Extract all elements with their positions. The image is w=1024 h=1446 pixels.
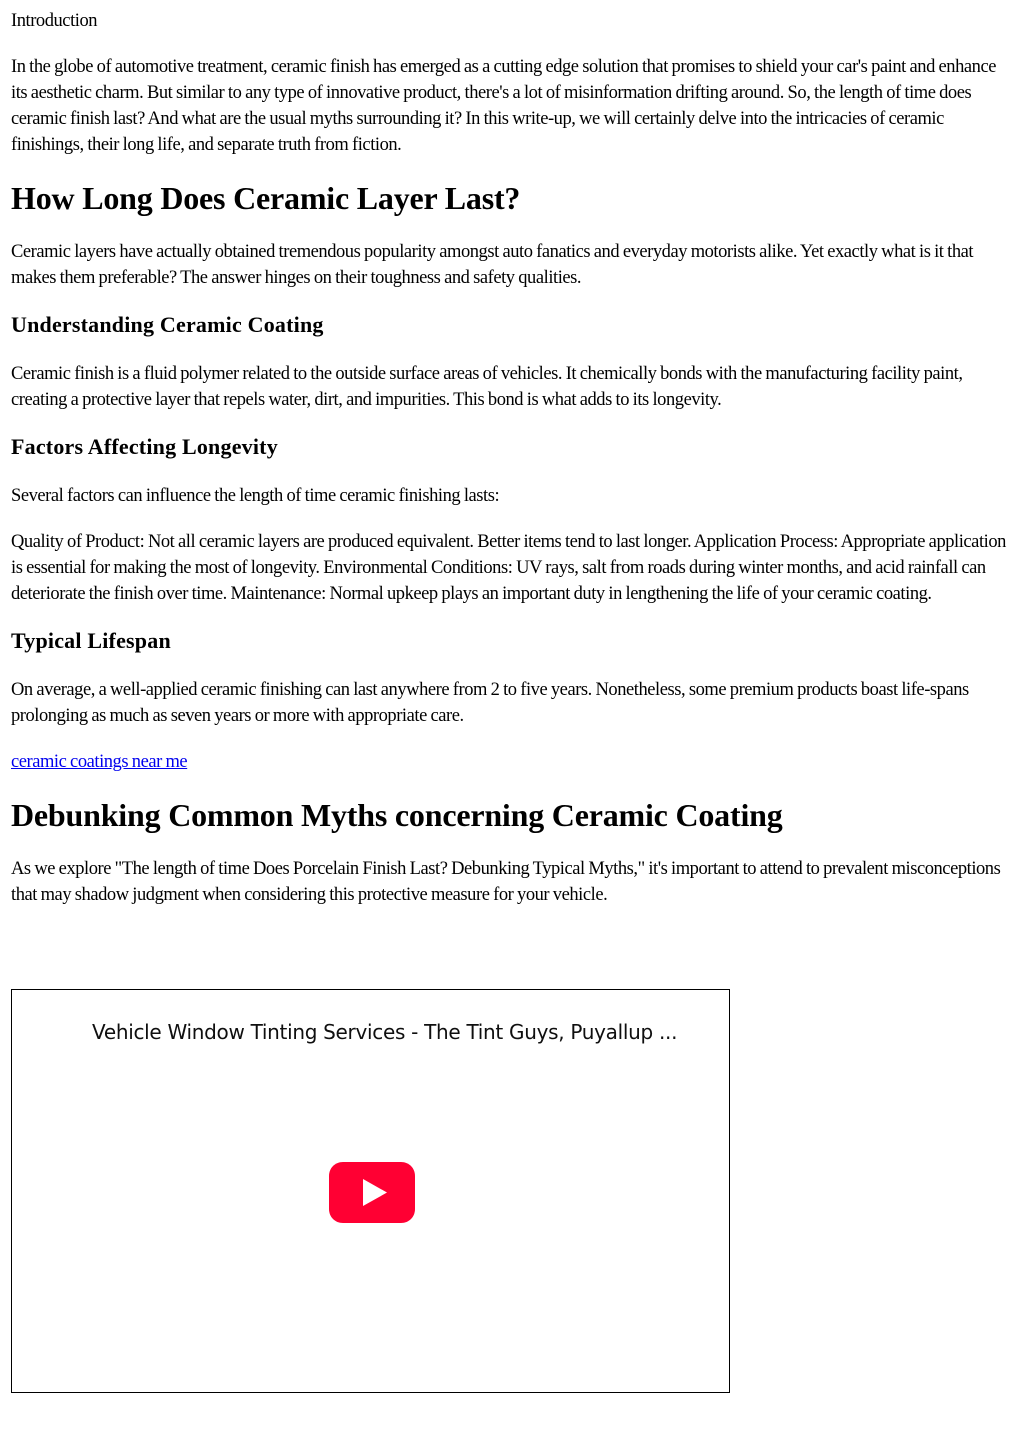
paragraph-understanding: Ceramic finish is a fluid polymer related to the outside surface areas of vehicles. It chemically bonds with the manufacturing facility paint, creating a protective layer that repels water, dirt, and impurities. This bond is what adds to its longevity.: [11, 364, 963, 410]
paragraph-factors-list: Quality of Product: Not all ceramic layers are produced equivalent. Better items tend to last longer. Application Process: Appropriate application is essential for making the most of longevity. Environmental Conditions: UV rays, salt from roads during winter months, and acid rainfall can deteriorate the finish over time. Maintenance: Normal upkeep plays an important duty in lengthening the life of your ceramic coating.: [11, 532, 1006, 604]
intro-label: Introduction: [11, 11, 98, 31]
video-title[interactable]: Vehicle Window Tinting Services - The Tint Guys, Puyallup ...: [92, 1020, 678, 1044]
paragraph-factors-intro: Several factors can influence the length of time ceramic finishing lasts:: [11, 486, 500, 506]
link-paragraph: [11, 749, 1013, 775]
heading-how-long: How Long Does Ceramic Layer Last?: [11, 180, 521, 216]
document-body: [11, 8, 1013, 928]
paragraph-how-long: Ceramic layers have actually obtained tremendous popularity amongst auto fanatics and everyday motorists alike. Yet exactly what is it that makes them preferable? The answer hinges on their toughness and safety qualities.: [11, 242, 974, 288]
youtube-play-icon[interactable]: [329, 1162, 415, 1223]
paragraph-myths: As we explore "The length of time Does Porcelain Finish Last? Debunking Typical Myths," it's important to attend to prevalent misconceptions that may shadow judgment when considering this protective measure for your vehicle.: [11, 859, 1001, 905]
paragraph-lifespan: On average, a well-applied ceramic finishing can last anywhere from 2 to five years. Nonetheless, some premium products boast life-spans prolonging as much as seven years or more with appropriate care.: [11, 680, 969, 726]
play-button-graphic: [329, 1162, 415, 1223]
ceramic-coatings-link[interactable]: ceramic coatings near me: [11, 752, 188, 772]
heading-myths: Debunking Common Myths concerning Ceramic Coating: [11, 797, 783, 833]
heading-understanding: Understanding Ceramic Coating: [11, 312, 324, 337]
heading-lifespan: Typical Lifespan: [11, 628, 171, 653]
video-embed[interactable]: [11, 989, 730, 1393]
heading-factors: Factors Affecting Longevity: [11, 434, 278, 459]
intro-paragraph: In the globe of automotive treatment, ceramic finish has emerged as a cutting edge solution that promises to shield your car's paint and enhance its aesthetic charm. But similar to any type of innovative product, there's a lot of misinformation drifting around. So, the length of time does ceramic finish last? And what are the usual myths surrounding it? In this write-up, we will certainly delve into the intricacies of ceramic finishings, their long life, and separate truth from fiction.: [11, 57, 996, 155]
